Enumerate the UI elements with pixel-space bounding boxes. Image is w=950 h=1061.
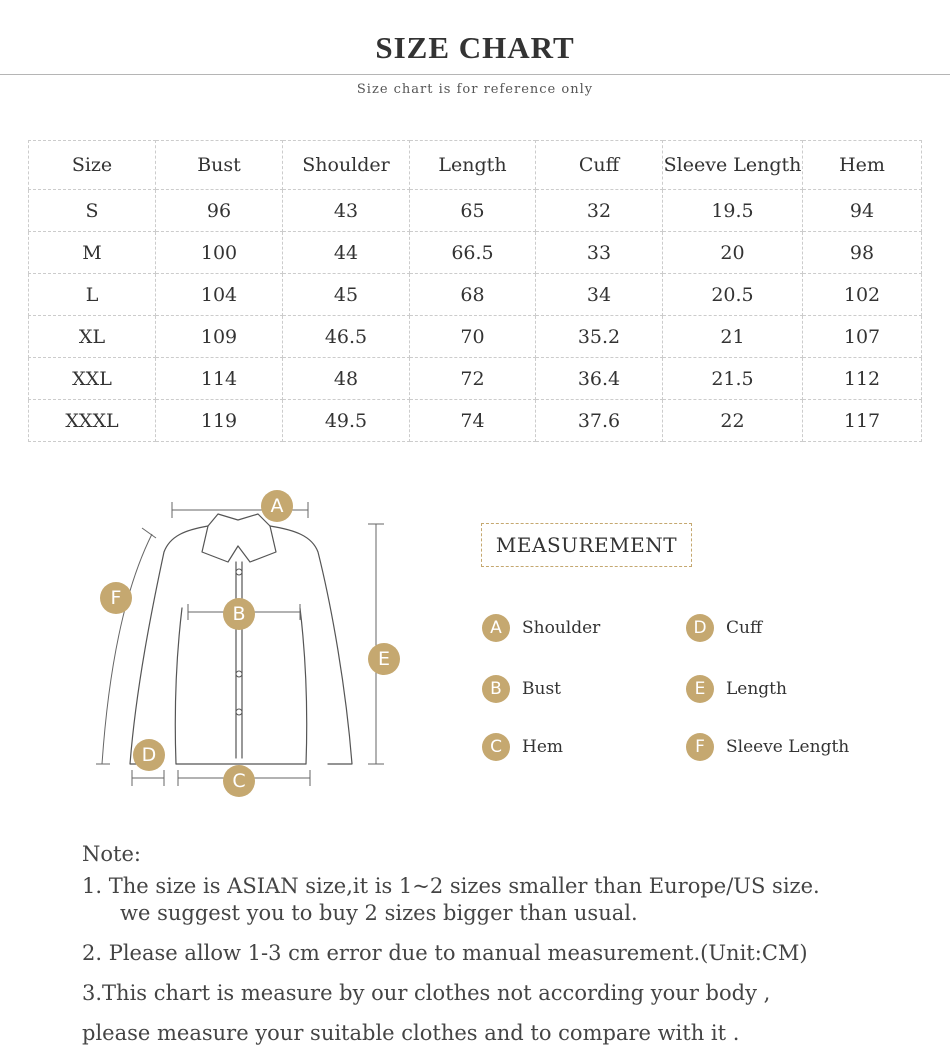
- table-cell: 45: [283, 274, 410, 316]
- legend-label: Sleeve Length: [726, 737, 850, 757]
- table-cell: 65: [410, 190, 536, 232]
- table-cell: 98: [803, 232, 922, 274]
- column-header: Size: [29, 141, 156, 190]
- table-row: [29, 190, 922, 232]
- table-cell: 72: [410, 358, 536, 400]
- table-cell: 43: [283, 190, 410, 232]
- table-cell: 36.4: [536, 358, 663, 400]
- legend-label: Length: [726, 679, 787, 699]
- table-cell: 33: [536, 232, 663, 274]
- column-header: Cuff: [536, 141, 663, 190]
- table-row: [29, 358, 922, 400]
- table-cell: 112: [803, 358, 922, 400]
- title-divider: [0, 74, 950, 75]
- table-cell: 102: [803, 274, 922, 316]
- table-cell: 46.5: [283, 316, 410, 358]
- column-header: Bust: [156, 141, 283, 190]
- table-row: [29, 400, 922, 442]
- badge-a: A: [261, 490, 293, 522]
- column-header: Sleeve Length: [663, 141, 803, 190]
- note-item: 3.This chart is measure by our clothes not according your body ,: [82, 981, 771, 1005]
- table-cell: 94: [803, 190, 922, 232]
- shirt-diagram: [90, 488, 420, 798]
- table-cell: 21: [663, 316, 803, 358]
- table-cell: 20: [663, 232, 803, 274]
- legend-badge: C: [482, 733, 510, 761]
- legend-label: Cuff: [726, 618, 763, 638]
- table-row: [29, 316, 922, 358]
- table-cell: 35.2: [536, 316, 663, 358]
- badge-d: D: [133, 739, 165, 771]
- measurement-title: MEASUREMENT: [481, 523, 692, 567]
- table-cell: 20.5: [663, 274, 803, 316]
- table-cell: 21.5: [663, 358, 803, 400]
- table-cell: 34: [536, 274, 663, 316]
- note-item-continuation: we suggest you to buy 2 sizes bigger than usual.: [120, 901, 638, 925]
- table-cell: 96: [156, 190, 283, 232]
- table-cell: XL: [29, 316, 156, 358]
- page-title: SIZE CHART: [375, 30, 575, 65]
- table-cell: 109: [156, 316, 283, 358]
- table-cell: 70: [410, 316, 536, 358]
- column-header: Length: [410, 141, 536, 190]
- table-cell: 49.5: [283, 400, 410, 442]
- table-cell: M: [29, 232, 156, 274]
- legend-badge: A: [482, 614, 510, 642]
- table-cell: 100: [156, 232, 283, 274]
- table-cell: 48: [283, 358, 410, 400]
- table-cell: S: [29, 190, 156, 232]
- page-subtitle: Size chart is for reference only: [356, 82, 594, 97]
- table-cell: 32: [536, 190, 663, 232]
- note-item: 1. The size is ASIAN size,it is 1~2 sizes smaller than Europe/US size.: [82, 874, 820, 898]
- table-cell: 66.5: [410, 232, 536, 274]
- table-cell: 19.5: [663, 190, 803, 232]
- table-cell: 74: [410, 400, 536, 442]
- table-row: [29, 274, 922, 316]
- legend-label: Bust: [522, 679, 561, 699]
- note-item: please measure your suitable clothes and to compare with it .: [82, 1021, 740, 1045]
- legend-label: Shoulder: [522, 618, 601, 638]
- table-cell: 117: [803, 400, 922, 442]
- badge-b: B: [223, 598, 255, 630]
- note-item: 2. Please allow 1-3 cm error due to manual measurement.(Unit:CM): [82, 941, 808, 965]
- table-header-row: [29, 141, 922, 190]
- table-cell: 119: [156, 400, 283, 442]
- table-row: [29, 232, 922, 274]
- badge-f: F: [100, 582, 132, 614]
- legend-badge: E: [686, 675, 714, 703]
- column-header: Shoulder: [283, 141, 410, 190]
- table-cell: 107: [803, 316, 922, 358]
- table-cell: 104: [156, 274, 283, 316]
- legend-label: Hem: [522, 737, 564, 757]
- legend-badge: B: [482, 675, 510, 703]
- table-cell: 44: [283, 232, 410, 274]
- notes-heading: Note:: [82, 842, 141, 866]
- badge-e: E: [368, 643, 400, 675]
- column-header: Hem: [803, 141, 922, 190]
- size-table: [28, 140, 922, 442]
- legend-badge: D: [686, 614, 714, 642]
- table-cell: 37.6: [536, 400, 663, 442]
- badge-c: C: [223, 765, 255, 797]
- table-cell: XXXL: [29, 400, 156, 442]
- table-cell: 114: [156, 358, 283, 400]
- legend-badge: F: [686, 733, 714, 761]
- table-cell: 22: [663, 400, 803, 442]
- table-cell: XXL: [29, 358, 156, 400]
- table-cell: L: [29, 274, 156, 316]
- table-cell: 68: [410, 274, 536, 316]
